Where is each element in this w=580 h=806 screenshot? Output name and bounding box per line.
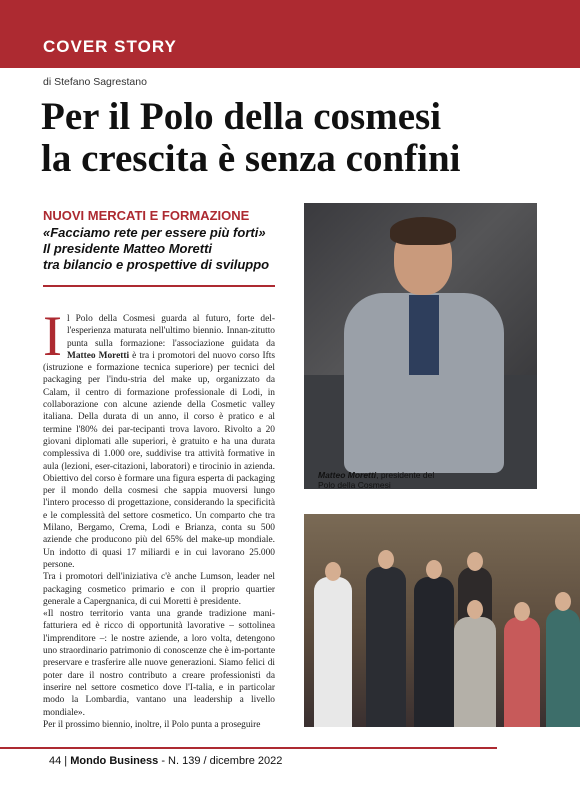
issue-info: - N. 139 / dicembre 2022 — [161, 755, 283, 767]
paragraph-3: «Il nostro territorio vanta una grande tradizione mani-fatturiera ed è ricco di opportunità lavorative – sottolinea l'imprenditore –: le nostre aziende, a loro volta, detengono uno straordinario patrimonio di conoscenze che è im-portante preservare e trasferire alle nuove generazioni. Siamo felici di poter dare il nostro contributo a creare professionisti da inserire nel settore cosmetico dove l'I-talia, e in particolar modo la Lombardia, vantano una leadership a livello mondiale». — [43, 609, 275, 718]
page-number: 44 — [49, 755, 62, 767]
paragraph-4: Per il prossimo biennio, inoltre, il Polo punta a proseguire — [43, 719, 261, 730]
photo-shirt — [409, 295, 439, 375]
photo-person — [454, 617, 496, 727]
section-title: NUOVI MERCATI E FORMAZIONE — [43, 208, 250, 223]
photo-person-head — [378, 550, 394, 569]
section-kicker: COVER STORY — [43, 37, 177, 56]
photo-person-head — [555, 592, 571, 611]
byline: di Stefano Sagrestano — [43, 76, 147, 88]
photo-person-head — [325, 562, 341, 581]
photo-person — [366, 567, 406, 727]
portrait-photo — [304, 203, 537, 489]
photo-person — [314, 577, 352, 727]
article-body — [43, 305, 275, 731]
caption-text: , presidente del Polo della Cosmesi — [318, 470, 435, 490]
photo-person — [414, 577, 454, 727]
photo-person-head — [467, 552, 483, 571]
person-name: Matteo Moretti — [66, 350, 130, 361]
paragraph-1 — [43, 305, 275, 571]
photo-person — [546, 609, 580, 727]
headline-line-1: Per il Polo della cosmesi — [41, 95, 442, 138]
header-bar — [0, 0, 580, 68]
paragraph-1-start: l Polo della Cosmesi guarda al futuro, forte del-l'esperienza maturata nell'ultimo biennio. Innan-zitutto punta sulla formazione: l'associazione guidata da — [66, 314, 275, 349]
headline — [41, 96, 561, 180]
photo-person-head — [426, 560, 442, 579]
footer-divider — [0, 747, 497, 749]
photo-person-head — [514, 602, 530, 621]
subheading-line-2: Il presidente Matteo Moretti — [43, 241, 213, 256]
photo-caption — [318, 470, 448, 490]
section-divider — [43, 285, 275, 287]
photo-person — [504, 617, 540, 727]
caption-name: Matteo Moretti — [318, 470, 377, 480]
page-footer: 44 | Mondo Business - N. 139 / dicembre 2022 — [49, 755, 283, 767]
photo-person-head — [467, 600, 483, 619]
paragraph-2: Tra i promotori dell'iniziativa c'è anche Lumson, leader nel packaging cosmetico primario e con il proprio quartier generale a Capergnanica, di cui Moretti è presidente. — [43, 572, 275, 607]
paragraph-1-end: è tra i promotori del nuovo corso Ifts (istruzione e formazione tecnica superiore) per tecnici del packaging per l'indu-stria del make up, organizzato da Calam, il centro di formazione professionale di Lodi, in collaborazione con alcune aziende della Cosmetic valley italiana. Della durata di un anno, il corso è pratico e al termine l'80% dei par-tecipanti trova lavoro. Rivolto a 20 giovani diplomati alle superiori, è gratuito e ha una durata complessiva di 1.000 ore, suddivise tra attività formative in aula (lezioni, eser-citazioni, laboratori) e tirocinio in azienda. Obiettivo del corso è formare una figura esperta di packaging per il mondo della cosmesi che sappia muoversi lungo l'intero processo di progettazione, considerando la specificità e le complessità del settore cosmetico. Un comparto che tra Milano, Bergamo, Crema, Lodi e Brianza, conta su 500 aziende che producono più del 65% del make-up mondiale. Un indotto di quasi 17 miliardi e in cui lavorano 25.000 persone. — [43, 350, 275, 570]
group-photo — [304, 514, 580, 727]
magazine-name: Mondo Business — [70, 755, 159, 767]
drop-cap: I — [43, 305, 62, 368]
photo-hair — [390, 217, 456, 245]
subheading — [43, 225, 293, 273]
subheading-line-3: tra bilancio e prospettive di sviluppo — [43, 257, 270, 272]
headline-line-2: la crescita è senza confini — [41, 137, 461, 180]
subheading-line-1: «Facciamo rete per essere più forti» — [43, 225, 266, 240]
